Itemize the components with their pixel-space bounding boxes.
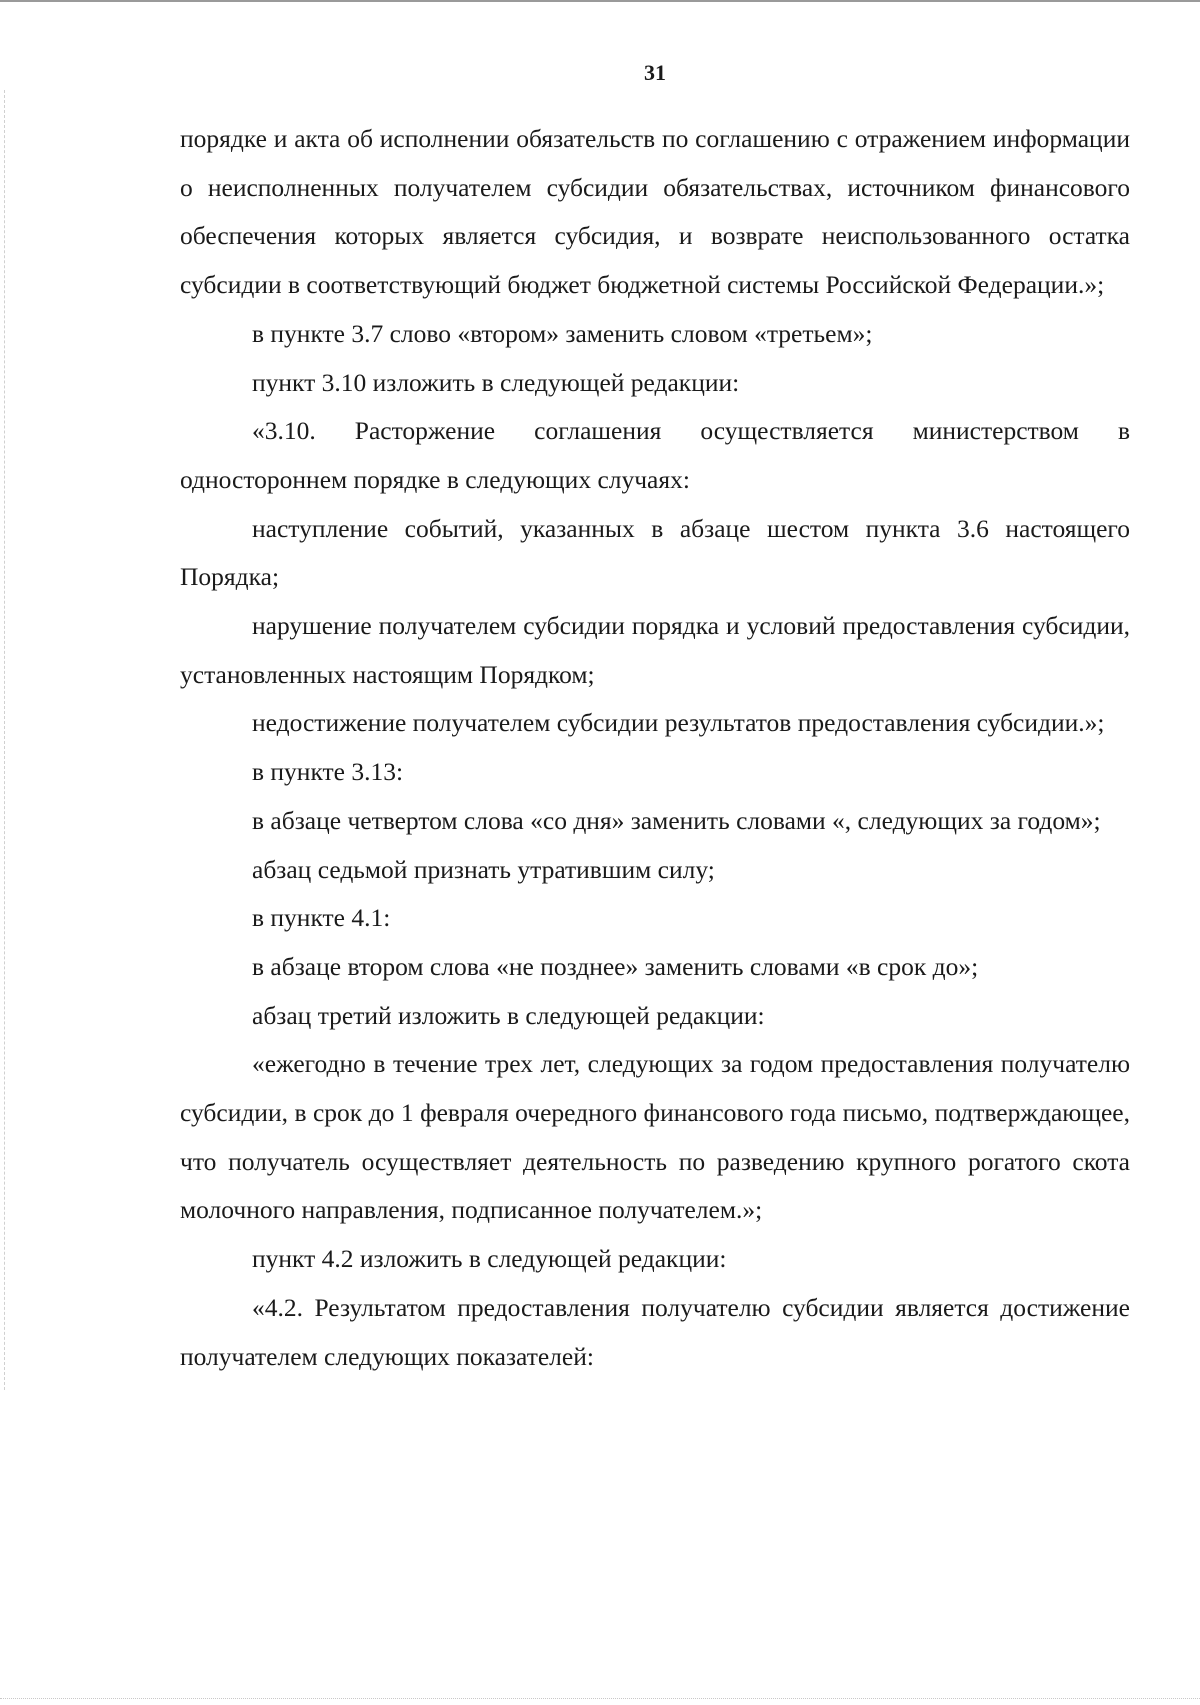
scan-bottom-edge [0,1697,1200,1699]
page-number: 31 [644,60,666,85]
scan-top-edge [0,0,1200,2]
paragraph: недостижение получателем субсидии результатов предоставления субсидии.»; [252,708,1105,738]
paragraph: «ежегодно в течение трех лет, следующих за годом предоставления получателю субсидии, в срок до 1 февраля очередного финансового года письмо, подтверждающее, что получатель осуществляет деятельность по разведению крупного рогатого скота молочного направления, подписанное получателем.»; [180,1049,1130,1225]
document-body [180,115,1130,1381]
paragraph: в пункте 4.1: [252,903,391,933]
paragraph: пункт 4.2 изложить в следующей редакции: [252,1244,727,1274]
paragraph: в абзаце втором слова «не позднее» заменить словами «в срок до»; [252,951,979,981]
paragraph: абзац седьмой признать утратившим силу; [252,854,715,884]
paragraph: порядке и акта об исполнении обязательств по соглашению с отражением информации о неисполненных получателем субсидии обязательствах, источником финансового обеспечения которых является субсидия, и возврате неиспользованного остатка субсидии в соответствующий бюджет бюджетной системы Российской Федерации.»; [180,124,1130,300]
paragraph: в пункте 3.7 слово «втором» заменить словом «третьем»; [252,318,873,348]
paragraph: в пункте 3.13: [252,757,404,787]
paragraph: «4.2. Результатом предоставления получателю субсидии является достижение получателем следующих показателей: [180,1292,1130,1371]
scan-left-edge [4,90,6,1390]
paragraph: нарушение получателем субсидии порядка и условий предоставления субсидии, установленных настоящим Порядком; [180,611,1130,689]
paragraph: абзац третий изложить в следующей редакции: [252,1000,765,1030]
paragraph: «3.10. Расторжение соглашения осуществляется министерством в одностороннем порядке в следующих случаях: [180,416,1130,494]
paragraph: наступление событий, указанных в абзаце шестом пункта 3.6 настоящего Порядка; [180,513,1130,592]
paragraph: пункт 3.10 изложить в следующей редакции: [252,367,740,397]
paragraph: в абзаце четвертом слова «со дня» заменить словами «, следующих за годом»; [252,805,1101,835]
